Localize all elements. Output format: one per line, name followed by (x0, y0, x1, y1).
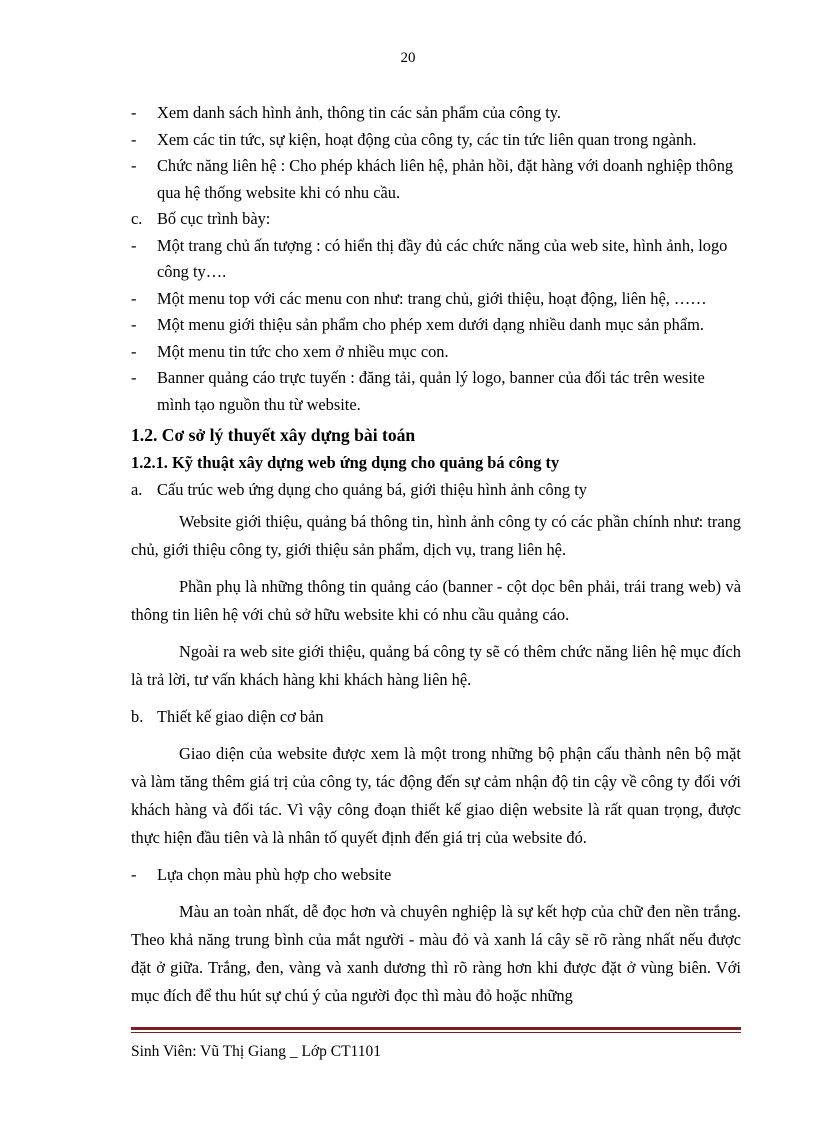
list-item: - Chức năng liên hệ : Cho phép khách liên hệ, phản hồi, đặt hàng với doanh nghiệp thông qua hệ thống website khi có nhu cầu. (131, 156, 734, 202)
list-item: - Một menu top với các menu con như: trang chủ, giới thiệu, hoạt động, liên hệ, …… (131, 288, 707, 308)
heading-1-2: 1.2. Cơ sở lý thuyết xây dựng bài toán (131, 425, 416, 445)
footer-rule (131, 1027, 741, 1030)
list-item: - Banner quảng cáo trực tuyến : đăng tải, quản lý logo, banner của đối tác trên wesite mình tạo nguồn thu từ website. (131, 368, 705, 414)
paragraph: Phần phụ là những thông tin quảng cáo (banner - cột dọc bên phải, trái trang web) và thông tin liên hệ với chủ sở hữu website khi có nhu cầu quảng cáo. (131, 577, 741, 624)
list-item: - Một menu giới thiệu sản phẩm cho phép xem dưới dạng nhiều danh mục sản phẩm. (131, 315, 704, 334)
page-number: 20 (400, 50, 416, 66)
paragraph: Giao diện của website được xem là một trong những bộ phận cấu thành nên bộ mặt và làm tăng thêm giá trị của công ty, tác động đến sự cảm nhận độ tin cậy về công ty đối với khách hàng và đối tác. Vì vậy công đoạn thiết kế giao diện website là rất quan trọng, được thực hiện đầu tiên và là nhân tố quyết định đến giá trị của website đó. (131, 744, 741, 847)
list-item: - Một trang chủ ấn tượng : có hiển thị đầy đủ các chức năng của web site, hình ảnh, logo công ty…. (131, 235, 728, 281)
paragraph: Màu an toàn nhất, dễ đọc hơn và chuyên nghiệp là sự kết hợp của chữ đen nền trắng. Theo khả năng trung bình của mắt người - màu đỏ và xanh lá cây sẽ rõ ràng nhất nếu được đặt ở giữa. Trắng, đen, vàng và xanh dương thì rõ ràng hơn khi được đặt ở vùng biên. Với mục đích để thu hút sự chú ý của người đọc thì màu đỏ hoặc những (131, 902, 741, 1005)
list-item: - Xem các tin tức, sự kiện, hoạt động của công ty, các tin tức liên quan trong ngành. (131, 129, 697, 149)
paragraph: Ngoài ra web site giới thiệu, quảng bá công ty sẽ có thêm chức năng liên hệ mục đích là trả lời, tư vấn khách hàng khi khách hàng liên hệ. (131, 642, 741, 689)
section-c-heading: c. Bố cục trình bày: (131, 209, 271, 228)
sub-bullet-color: - Lựa chọn màu phù hợp cho website (131, 865, 392, 884)
section-b-heading: b. Thiết kế giao diện cơ bản (131, 707, 324, 726)
bullet-list-top (131, 100, 741, 206)
list-item: - Một menu tin tức cho xem ở nhiều mục con. (131, 341, 449, 361)
heading-1-2-1: 1.2.1. Kỹ thuật xây dựng web ứng dụng cho quảng bá công ty (131, 453, 560, 472)
paragraph: Website giới thiệu, quảng bá thông tin, hình ảnh công ty có các phần chính như: trang chủ, giới thiệu công ty, giới thiệu sản phẩm, dịch vụ, trang liên hệ. (131, 512, 741, 559)
page-content (131, 100, 741, 1019)
footer-author: Sinh Viên: Vũ Thị Giang _ Lớp CT1101 (131, 1043, 381, 1060)
list-item: - Xem danh sách hình ảnh, thông tin các sản phẩm của công ty. (131, 103, 562, 122)
bullet-list-c (131, 233, 741, 419)
section-a-heading: a. Cấu trúc web ứng dụng cho quảng bá, giới thiệu hình ảnh công ty (131, 480, 587, 499)
footer-rule-thin (131, 1032, 741, 1033)
